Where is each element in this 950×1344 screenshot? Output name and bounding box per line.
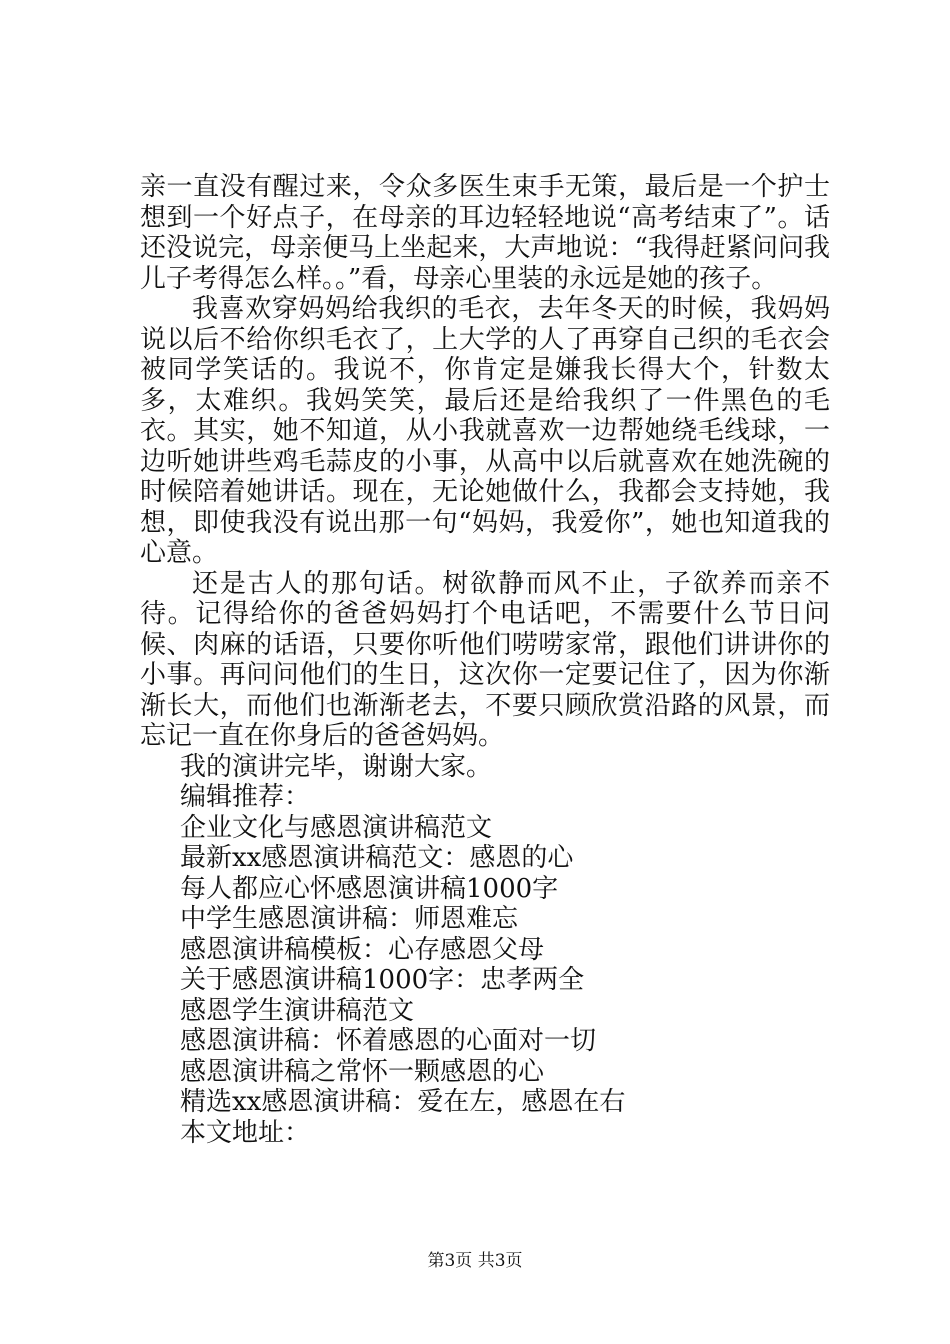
recommended-link[interactable]: 企业文化与感恩演讲稿范文	[180, 812, 493, 843]
page-footer: 第3页 共3页	[427, 1251, 523, 1271]
closing-line: 我的演讲完毕，谢谢大家。	[180, 751, 493, 782]
recommended-link[interactable]: 感恩学生演讲稿范文	[180, 995, 415, 1026]
recommended-link[interactable]: 感恩演讲稿：怀着感恩的心面对一切	[180, 1026, 597, 1056]
recommended-link[interactable]: 关于感恩演讲稿1000字：忠孝两全	[180, 965, 585, 995]
recommend-label: 编辑推荐：	[180, 782, 311, 812]
address-label: 本文地址：	[180, 1117, 311, 1148]
recommended-link[interactable]: 感恩演讲稿之常怀一颗感恩的心	[180, 1056, 545, 1087]
recommended-link[interactable]: 感恩演讲稿模板：心存感恩父母	[180, 934, 545, 965]
paragraph-continued: 亲一直没有醒过来，令众多医生束手无策，最后是一个护士想到一个好点子，在母亲的耳边轻轻地说“高考结束了”。话还没说完，母亲便马上坐起来，大声地说：“我得赶紧问问我儿子考得怎么样。。”看，母亲心里装的永远是她的孩子。	[140, 172, 830, 294]
recommended-link[interactable]: 中学生感恩演讲稿：师恩难忘	[180, 904, 519, 934]
document-body	[140, 172, 830, 1148]
recommended-link[interactable]: 最新xx感恩演讲稿范文：感恩的心	[180, 843, 574, 873]
recommended-list	[140, 813, 830, 1118]
recommended-link[interactable]: 每人都应心怀感恩演讲稿1000字	[180, 873, 559, 904]
paragraph-proverb: 还是古人的那句话。树欲静而风不止，子欲养而亲不待。记得给你的爸爸妈妈打个电话吧，不需要什么节日问候、肉麻的话语，只要你听他们唠唠家常，跟他们讲讲你的小事。再问问他们的生日，这次你一定要记住了，因为你渐渐长大，而他们也渐渐老去，不要只顾欣赏沿路的风景，而忘记一直在你身后的爸爸妈妈。	[140, 568, 830, 751]
recommended-link[interactable]: 精选xx感恩演讲稿：爱在左，感恩在右	[180, 1087, 626, 1117]
paragraph-sweater: 我喜欢穿妈妈给我织的毛衣，去年冬天的时候，我妈妈说以后不给你织毛衣了，上大学的人了再穿自己织的毛衣会被同学笑话的。我说不，你肯定是嫌我长得大个，针数太多，太难织。我妈笑笑，最后还是给我织了一件黑色的毛衣。其实，她不知道，从小我就喜欢一边帮她绕毛线球，一边听她讲些鸡毛蒜皮的小事，从高中以后就喜欢在她洗碗的时候陪着她讲话。现在，无论她做什么，我都会支持她，我想，即使我没有说出那一句“妈妈，我爱你”，她也知道我的心意。	[140, 294, 830, 568]
